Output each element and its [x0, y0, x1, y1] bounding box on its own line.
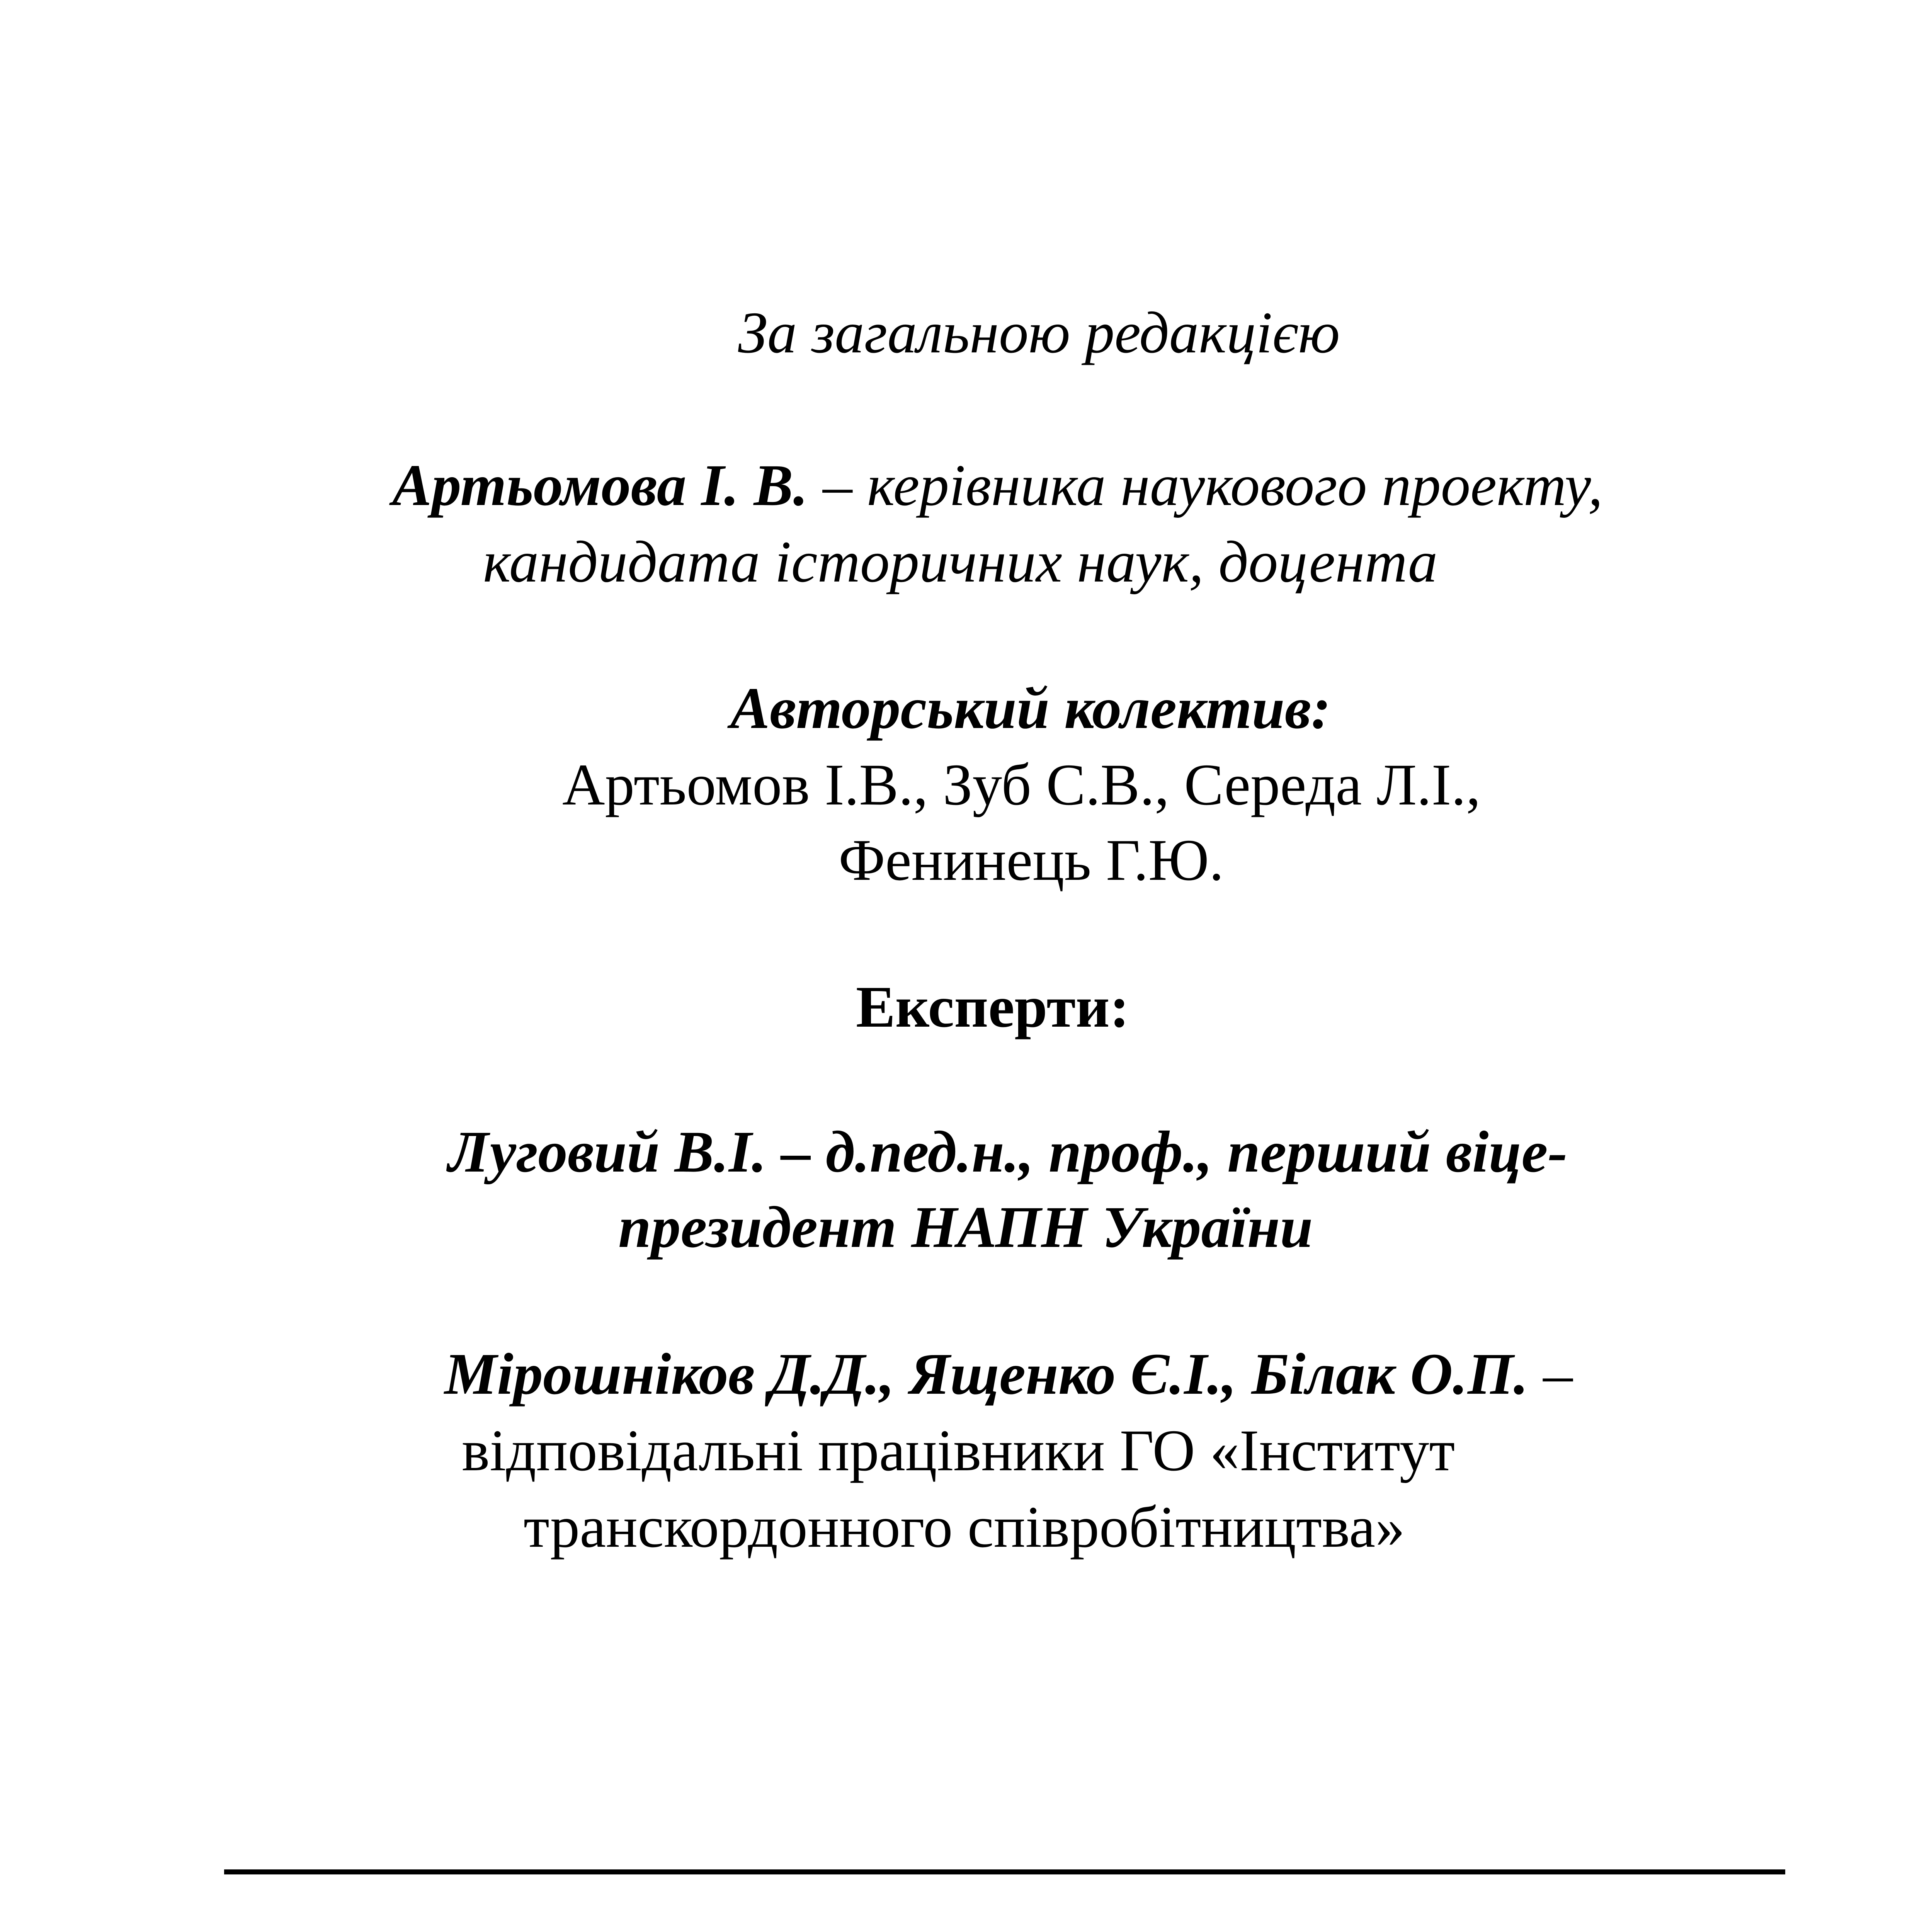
experts-heading: Експерти: — [856, 975, 1129, 1040]
editor-role-continued: кандидата історичних наук, доцента — [483, 529, 1438, 595]
expert-group-dash: – — [1528, 1342, 1573, 1407]
expert-group-role: відповідальні працівники ГО «Інститут — [462, 1418, 1455, 1483]
expert-lugovyi: Луговий В.І. – д.пед.н., проф., перший віце- — [448, 1119, 1568, 1185]
expert-lugovyi-continued: президент НАПН України — [618, 1195, 1313, 1260]
authors-heading: Авторський колектив: — [730, 676, 1331, 741]
authors-list-line: Фенинець Г.Ю. — [839, 828, 1224, 893]
editor-line — [392, 453, 1603, 518]
expert-group-role-continued: транскордонного співробітництва» — [524, 1495, 1405, 1560]
expert-group — [444, 1342, 1573, 1407]
editor-role: – керівника наукового проекту, — [808, 453, 1603, 518]
editor-name: Артьомова І. В. — [392, 453, 808, 518]
editorship-label: За загальною редакцією — [738, 300, 1340, 366]
expert-group-names: Мірошніков Д.Д., Ященко Є.І., Білак О.П. — [444, 1342, 1529, 1407]
horizontal-divider — [224, 1869, 1785, 1874]
authors-list-line: Артьомов І.В., Зуб С.В., Середа Л.І., — [562, 752, 1481, 818]
